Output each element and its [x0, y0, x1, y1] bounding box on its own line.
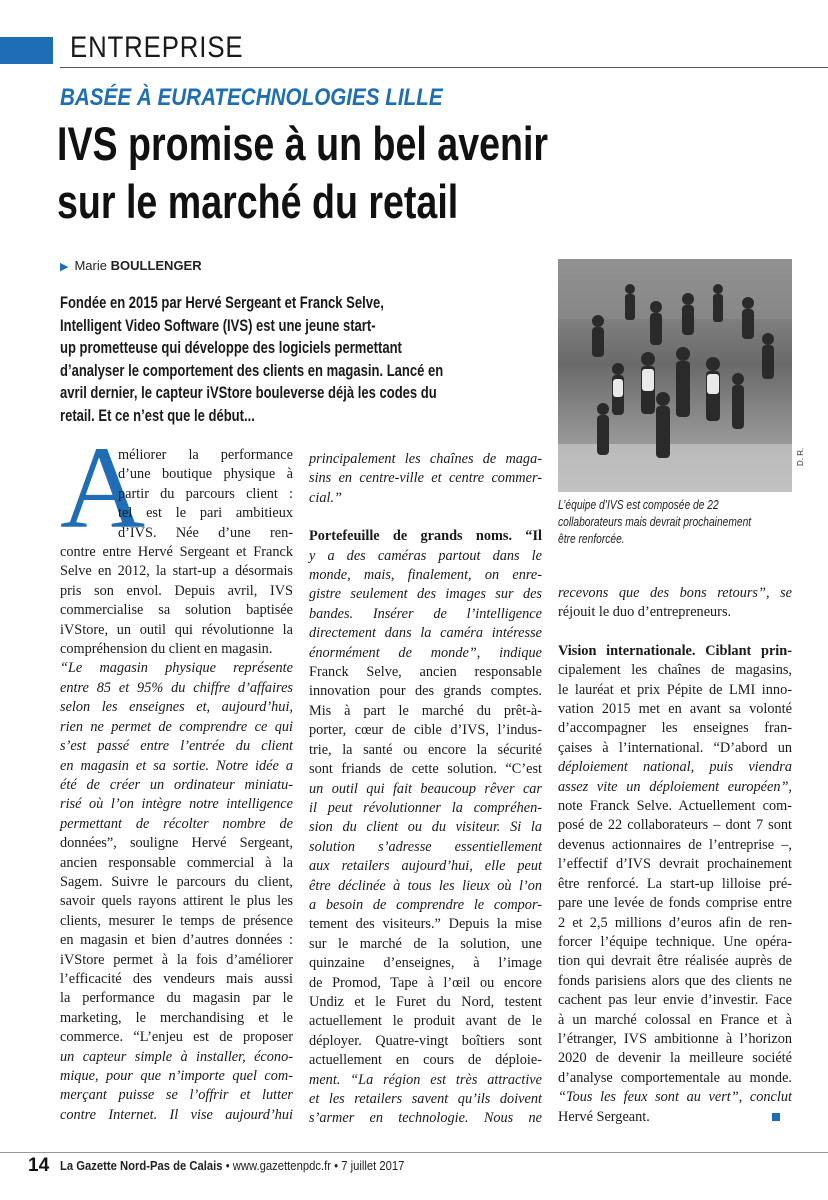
- footer-line: [60, 1159, 404, 1173]
- body-line-final: [558, 1108, 792, 1127]
- body-line: recevons que des bons retours”, se: [558, 585, 792, 601]
- body-line: iVStore permet à la fois d’améliorer: [60, 951, 293, 968]
- footer-separator: •: [225, 1159, 230, 1173]
- section-rubric: ENTREPRISE: [70, 31, 244, 64]
- body-line: trie, la santé ou encore la sécurité: [309, 741, 542, 758]
- body-line: déployer. Quatre-vingt boîtiers sont: [309, 1032, 542, 1049]
- body-line: ment. “La région est très attractive: [309, 1071, 542, 1088]
- body-line: entre 85 et 95% du chiffre d’affaires: [60, 679, 293, 696]
- footer-divider: [0, 1152, 828, 1153]
- body-line: commercialise sa solution baptisée: [60, 602, 293, 619]
- body-line: Franck Selve, ancien responsable: [309, 664, 542, 681]
- body-line: iVStore, un outil qui révolutionne la: [60, 621, 293, 638]
- body-line: été de créer un ordinateur miniatu-: [60, 776, 293, 793]
- footer-separator: •: [334, 1159, 339, 1173]
- body-line: sins en centre-ville et centre commer-: [309, 470, 542, 487]
- group-photo-icon: [558, 259, 792, 492]
- body-line: Mis à part le marché du prêt-à-: [309, 702, 542, 719]
- body-line: d’accompagner les enseignes fran-: [558, 720, 792, 737]
- body-line: la performance du magasin par le: [60, 990, 293, 1007]
- body-line: y a des caméras partout dans le: [309, 547, 542, 564]
- article-column-3: [558, 584, 792, 1127]
- body-line: Selve en 2012, la start-up a désormais: [60, 563, 293, 580]
- rubric-divider: [60, 67, 828, 68]
- body-line: “Le magasin physique représente: [60, 660, 293, 677]
- body-line: aux retailers aujourd’hui, elle peut: [309, 858, 542, 875]
- body-line: cachent pas leur envie d’investir. Face: [558, 992, 792, 1009]
- body-line: réjouit le duo d’entrepreneurs.: [558, 604, 732, 621]
- body-line: forcer l’équipe technique. Une opéra-: [558, 933, 792, 950]
- body-line: Undiz et le Furet du Nord, testent: [309, 993, 542, 1010]
- body-line: risé où l’on intègre notre intelligence: [60, 796, 293, 813]
- author-first-name: Marie: [74, 258, 107, 273]
- body-line: monde, mais, finalement, on enre-: [309, 567, 542, 584]
- body-line: devenus actionnaires de l’entreprise –,: [558, 836, 792, 853]
- body-line: Sagem. Suivre le parcours du client,: [60, 873, 293, 890]
- subheading-portefeuille: Portefeuille de grands noms. “Il: [309, 528, 542, 545]
- body-line: sion du client ou du visiteur. Si la: [309, 819, 542, 836]
- body-line: cipalement les chaînes de magasins,: [558, 662, 792, 679]
- body-line: en magasin et bien d’autres données :: [60, 932, 293, 949]
- body-line: d’une boutique physique à: [118, 466, 293, 483]
- body-line: partir du parcours client :: [118, 485, 293, 502]
- byline-arrow-icon: ▶: [60, 261, 69, 273]
- body-line: merçant puisse se l’offrir et lutter: [60, 1087, 293, 1104]
- headline-line-2: sur le marché du retail: [57, 175, 459, 228]
- body-line: méliorer la performance: [118, 447, 293, 463]
- body-line: il peut révolutionner la compréhen-: [309, 799, 542, 816]
- body-line: d’IVS. Née d’une ren-: [118, 524, 293, 541]
- body-line: un outil qui fait beaucoup rêver car: [309, 780, 542, 797]
- body-line: sont friands de cette solution. “C’est: [309, 761, 542, 778]
- body-line: l’étranger, IVS ambitionne à l’horizon: [558, 1030, 792, 1047]
- body-line: “Tous les feux sont au vert”, conclut: [558, 1089, 792, 1106]
- body-line: ancien responsable commercial à la: [60, 854, 293, 871]
- caption-line: collaborateurs mais devrait prochainement: [558, 515, 752, 529]
- body-line: posé de 22 collaborateurs – dont 7 sont: [558, 817, 792, 834]
- body-line: bandes. Insérer de l’intelligence: [309, 605, 542, 622]
- body-line: tion qui devrait être réalisée auprès de: [558, 953, 792, 970]
- body-line: innovation pour des grands comptes.: [309, 683, 542, 700]
- rubric-marker: [0, 37, 53, 64]
- paragraph-gap: [558, 623, 792, 642]
- body-line: gistre seulement des images sur des: [309, 586, 542, 603]
- body-line: et les retailers savent qu’ils doivent: [309, 1091, 542, 1107]
- body-line: solution s’adresse essentiellement: [309, 838, 542, 855]
- body-line: savoir quels rayons attirent le plus les: [60, 893, 293, 910]
- lead-line: retail. Et ce n’est que le début...: [60, 406, 255, 425]
- article-lead: [60, 292, 534, 427]
- body-line: commerce. “L’enjeu est de proposer: [60, 1029, 293, 1046]
- body-line: sur le marché de la solution, une: [309, 935, 542, 952]
- publication-url: www.gazettenpdc.fr: [232, 1159, 331, 1173]
- body-line: marketing, le merchandising et le: [60, 1009, 293, 1026]
- final-sentence: Hervé Sergeant.: [558, 1108, 650, 1125]
- drop-cap: A: [60, 422, 146, 553]
- body-line: fonds parisiens alors que des clients ne: [558, 972, 792, 989]
- team-photo: [558, 259, 792, 492]
- article-headline: [57, 115, 548, 231]
- body-line: actuellement en cours de déploie-: [309, 1052, 542, 1069]
- body-line: assez vite un déploiement européen”,: [558, 778, 792, 795]
- body-line: être déclinée à tous les lieux où l’on: [309, 877, 542, 894]
- body-line: actuellement le produit avant de le: [309, 1013, 542, 1030]
- body-line: çaises à l’international. “D’abord un: [558, 739, 792, 756]
- lead-line: avril dernier, le capteur iVStore bouleverse déjà les codes du: [60, 384, 437, 402]
- author-last-name: BOULLENGER: [110, 258, 202, 273]
- body-line: à un marché colossal en France et à: [558, 1011, 792, 1028]
- lead-line: Intelligent Video Software (IVS) est une jeune start-: [60, 316, 376, 335]
- article-column-1: [60, 446, 293, 1125]
- body-line: directement dans la caméra intéresse: [309, 625, 542, 642]
- body-line: de Promod, Tape à l’œil ou encore: [309, 974, 542, 991]
- lead-line: up prometteuse qui développe des logiciels permettant: [60, 339, 402, 357]
- end-of-article-marker: [772, 1113, 780, 1121]
- body-line: contre Internet. Il vise aujourd’hui: [60, 1106, 293, 1123]
- body-line: en magasin et sa sortie. Notre idée a: [60, 757, 293, 774]
- body-line: d’analyse comportementale au monde.: [558, 1069, 792, 1086]
- article-kicker: BASÉE À EURATECHNOLOGIES LILLE: [60, 84, 443, 111]
- page-number: 14: [28, 1155, 50, 1176]
- lead-line: Fondée en 2015 par Hervé Sergeant et Franck Selve,: [60, 294, 384, 312]
- body-line: tement des visiteurs.” Depuis la mise: [309, 916, 542, 933]
- publication-name: La Gazette Nord-Pas de Calais: [60, 1159, 223, 1173]
- body-line: déploiement national, puis viendra: [558, 759, 792, 776]
- caption-line: L’équipe d’IVS est composée de 22: [558, 498, 719, 512]
- body-line: s’est passé entre l’entrée du client: [60, 738, 293, 755]
- subheading-vision: Vision internationale. Ciblant prin-: [558, 642, 792, 659]
- body-line: s’armer en technologie. Nous ne: [309, 1110, 542, 1127]
- body-line: mique, pour que n’importe quel com-: [60, 1068, 293, 1084]
- article-column-2: [309, 450, 542, 1129]
- body-line: cial.”: [309, 489, 342, 506]
- body-line: permettant de récolter nombre de: [60, 815, 293, 832]
- body-line: données”, souligne Hervé Sergeant,: [60, 835, 293, 852]
- body-line: 2 et 2,5 millions d’euros afin de ren-: [558, 914, 792, 931]
- issue-date: 7 juillet 2017: [341, 1159, 405, 1173]
- body-line: note Franck Selve. Actuellement com-: [558, 798, 792, 815]
- body-line: pare une levée de fonds comprise entre: [558, 895, 792, 912]
- caption-line: être renforcée.: [558, 532, 625, 546]
- body-line: vation 2015 met en avant sa volonté: [558, 701, 792, 718]
- body-line: tel est le pari ambitieux: [118, 505, 293, 522]
- photo-caption: [558, 497, 804, 548]
- body-line: contre entre Hervé Sergeant et Franck: [60, 544, 293, 561]
- body-line: rien ne permet de comprendre ce qui: [60, 718, 293, 735]
- byline: [60, 258, 202, 273]
- body-line: un capteur simple à installer, écono-: [60, 1048, 293, 1065]
- body-line: selon les enseignes et, aujourd’hui,: [60, 699, 293, 716]
- body-line: compréhension du client en magasin.: [60, 641, 273, 658]
- body-line: l’effectif d’IVS devrait prochainement: [558, 856, 792, 873]
- body-line: être renforcé. La start-up lilloise pré-: [558, 875, 792, 892]
- lead-line: d’analyser le comportement des clients en magasin. Lancé en: [60, 361, 444, 380]
- body-line: énormément de monde”, indique: [309, 644, 542, 661]
- body-line: principalement les chaînes de maga-: [309, 451, 542, 467]
- body-line: a besoin de comprendre le compor-: [309, 896, 542, 913]
- body-line: quinzaine d’enseignes, à l’image: [309, 955, 542, 972]
- body-line: le lauréat et prix Pépite de LMI inno-: [558, 681, 792, 698]
- headline-line-1: IVS promise à un bel avenir: [57, 117, 549, 170]
- paragraph-gap: [309, 508, 542, 527]
- body-line: porter, cœur de cible d’IVS, l’indus-: [309, 722, 542, 739]
- body-line: l’efficacité des vendeurs mais aussi: [60, 970, 293, 987]
- body-line: clients, mesurer le temps de présence: [60, 912, 293, 929]
- photo-credit: D. R.: [796, 447, 805, 466]
- body-line: 2020 de devenir la meilleure société: [558, 1050, 792, 1067]
- body-line: pris son envol. Depuis avril, IVS: [60, 582, 293, 599]
